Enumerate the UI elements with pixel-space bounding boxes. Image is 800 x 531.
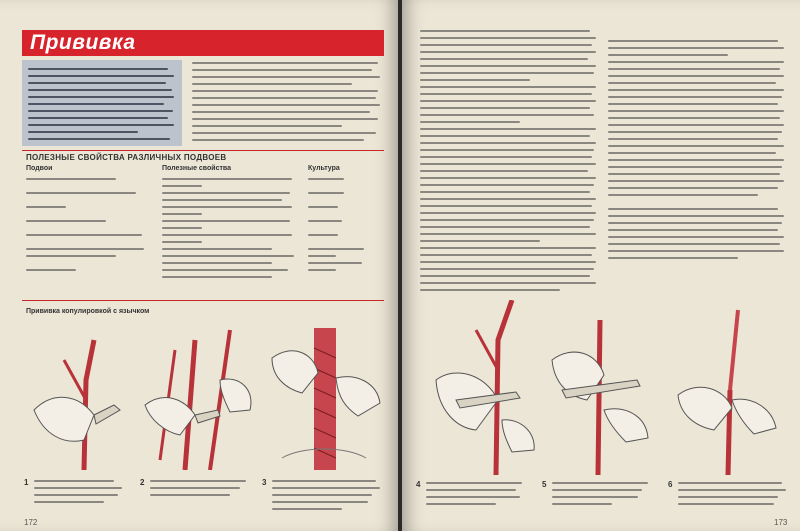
table-body <box>26 178 386 298</box>
left-page-number: 172 <box>24 518 38 527</box>
step-3-caption <box>272 480 382 515</box>
right-page <box>402 0 800 531</box>
right-text-column-2 <box>608 40 786 264</box>
step-1-caption <box>34 480 124 508</box>
illustration-step-6 <box>668 300 792 475</box>
illustration-step-2 <box>140 320 260 470</box>
intro-column-text <box>192 62 382 146</box>
step-2-caption <box>150 480 250 501</box>
illustration-step-1 <box>24 320 142 470</box>
table-header-crop: Культура <box>308 165 340 172</box>
right-page-number: 173 <box>774 518 788 527</box>
step-6-caption <box>678 482 788 510</box>
intro-text-lines <box>28 68 176 145</box>
step-1-number: 1 <box>24 478 29 487</box>
table-bottom-rule <box>22 300 384 301</box>
illustration-step-5 <box>542 300 666 475</box>
table-header-rootstocks: Подвои <box>26 165 53 172</box>
left-page <box>0 0 398 531</box>
right-text-column-1 <box>420 30 598 296</box>
table-header-properties: Полезные свойства <box>162 165 232 172</box>
intro-box <box>22 60 182 146</box>
page-title: Прививка <box>30 31 136 54</box>
step-5-number: 5 <box>542 480 547 489</box>
step-6-number: 6 <box>668 480 673 489</box>
table-top-rule <box>22 150 384 151</box>
table-heading: ПОЛЕЗНЫЕ СВОЙСТВА РАЗЛИЧНЫХ ПОДВОЕВ <box>26 153 227 162</box>
step-4-number: 4 <box>416 480 421 489</box>
step-2-number: 2 <box>140 478 145 487</box>
step-4-caption <box>426 482 526 510</box>
illustration-step-4 <box>416 300 540 475</box>
figure-heading: Прививка копулировкой с язычком <box>26 308 150 315</box>
step-3-number: 3 <box>262 478 267 487</box>
illustration-step-3 <box>262 318 386 470</box>
step-5-caption <box>552 482 652 510</box>
